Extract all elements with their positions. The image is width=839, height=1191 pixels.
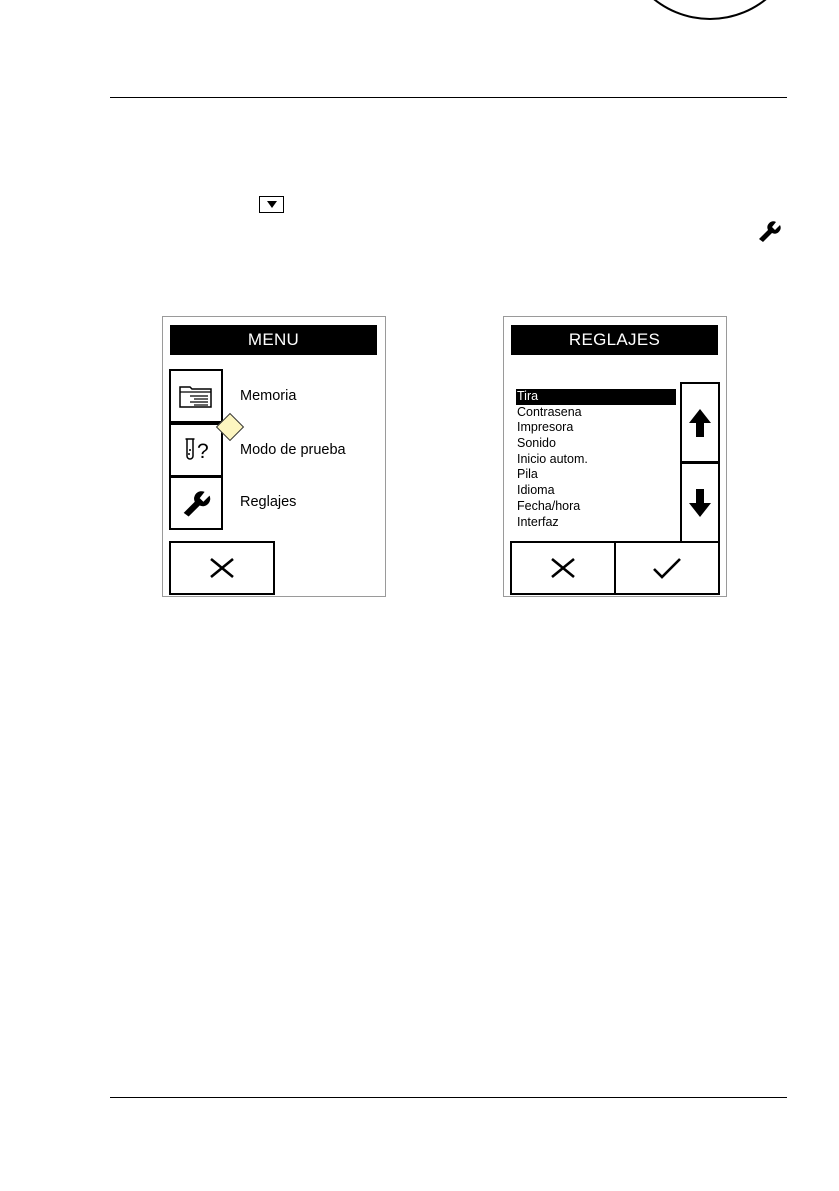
list-item[interactable]: Interfaz [517,514,559,529]
close-icon [548,557,578,579]
page-corner-arc [620,0,800,20]
confirm-button[interactable] [614,541,720,595]
checkmark-icon [651,556,683,580]
list-item[interactable]: Tira [516,389,676,405]
close-icon [207,557,237,579]
menu-item-reglajes[interactable]: Reglajes [240,494,297,510]
cancel-button[interactable] [169,541,275,595]
arrow-up-icon [688,408,712,438]
scroll-down-button[interactable] [680,462,720,543]
menu-item-memoria[interactable]: Memoria [240,388,297,404]
arrow-down-icon [688,488,712,518]
list-item[interactable]: Inicio autom. [517,451,588,466]
list-item[interactable]: Pila [517,467,538,482]
scroll-up-button[interactable] [680,382,720,463]
settings-title: REGLAJES [511,325,718,355]
down-arrow-key-icon [259,196,284,213]
settings-button[interactable] [169,476,223,530]
folder-list-icon [178,383,214,409]
footer-rule [110,1097,787,1098]
settings-screen [503,316,727,597]
test-tube-question-icon [178,436,214,464]
wrench-icon [756,220,782,242]
list-item[interactable]: Impresora [517,420,574,435]
cancel-button[interactable] [510,541,616,595]
list-item[interactable]: Fecha/hora [517,498,581,513]
menu-item-modo-de-prueba[interactable]: Modo de prueba [240,442,346,458]
wrench-icon [180,489,212,517]
menu-title: MENU [170,325,377,355]
list-item[interactable]: Idioma [517,483,555,498]
svg-text:?: ? [197,440,209,463]
menu-screen [162,316,386,597]
test-mode-button[interactable] [169,423,223,477]
list-item[interactable]: Sonido [517,436,556,451]
settings-list [516,389,676,530]
list-item[interactable]: Contrasena [517,404,582,419]
memory-button[interactable] [169,369,223,423]
header-rule [110,97,787,98]
